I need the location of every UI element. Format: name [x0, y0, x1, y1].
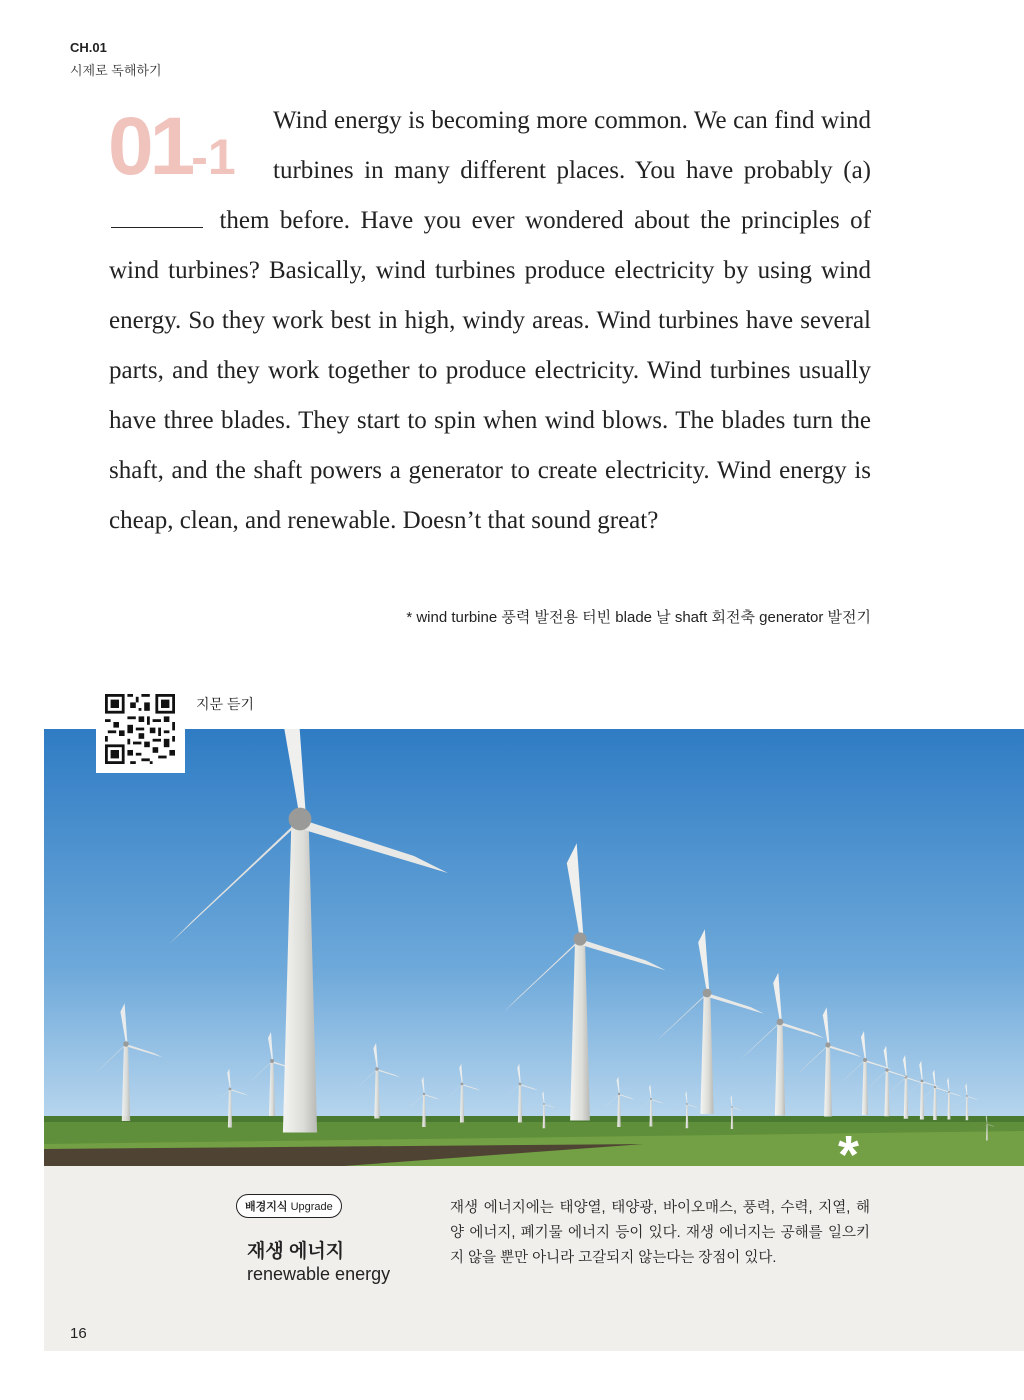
badge-text: Upgrade: [287, 1201, 333, 1213]
qr-code-icon: [105, 694, 175, 764]
listen-passage-label[interactable]: 지문 듣기: [196, 696, 254, 712]
term-description: 재생 에너지에는 태양열, 태양광, 바이오매스, 풍력, 수력, 지열, 해양 에너지, 폐기물 에너지 등이 있다. 재생 에너지는 공해를 일으키지 않을 뿐만 아니라 고갈되지 않는다는 장점이 있다.: [450, 1200, 870, 1266]
chapter-title: 시제로 독해하기: [70, 63, 162, 78]
wind-turbine-landscape-image: [44, 729, 1024, 1166]
qr-code[interactable]: [96, 688, 185, 773]
passage-text-before-blank: Wind energy is becoming more common. We can find wind turbines in many different places. You have probably (a): [273, 107, 871, 184]
reading-passage: [109, 96, 871, 546]
lesson-number-sub: -1: [191, 129, 236, 185]
background-knowledge-badge: [236, 1194, 342, 1218]
page-number: 16: [70, 1325, 87, 1342]
term-english: renewable energy: [247, 1264, 391, 1284]
blank-a: [111, 205, 203, 228]
passage-text-after-blank: them before. Have you ever wondered about the principles of wind turbines? Basically, wind turbines produce electricity by using wind energy. So they work best in high, windy areas. Wind turbines have several parts, and they work together to produce electricity. Wind turbines usually have three blades. They start to spin when wind blows. The blades turn the shaft, and the shaft powers a generator to create electricity. Wind energy is cheap, clean, and renewable. Doesn’t that sound great?: [109, 207, 871, 534]
term-korean: 재생 에너지: [247, 1241, 345, 1262]
vocabulary-glossary: * wind turbine 풍력 발전용 터빈 blade 날 shaft 회전축 generator 발전기: [406, 609, 871, 626]
chapter-header: [70, 40, 162, 79]
badge-bold-text: 배경지식: [245, 1201, 288, 1213]
chapter-number: CH.01: [70, 40, 107, 55]
wind-turbine-photo: [44, 729, 1024, 1166]
asterisk-icon: *: [838, 1125, 860, 1185]
lesson-number-main: 01: [108, 101, 192, 192]
